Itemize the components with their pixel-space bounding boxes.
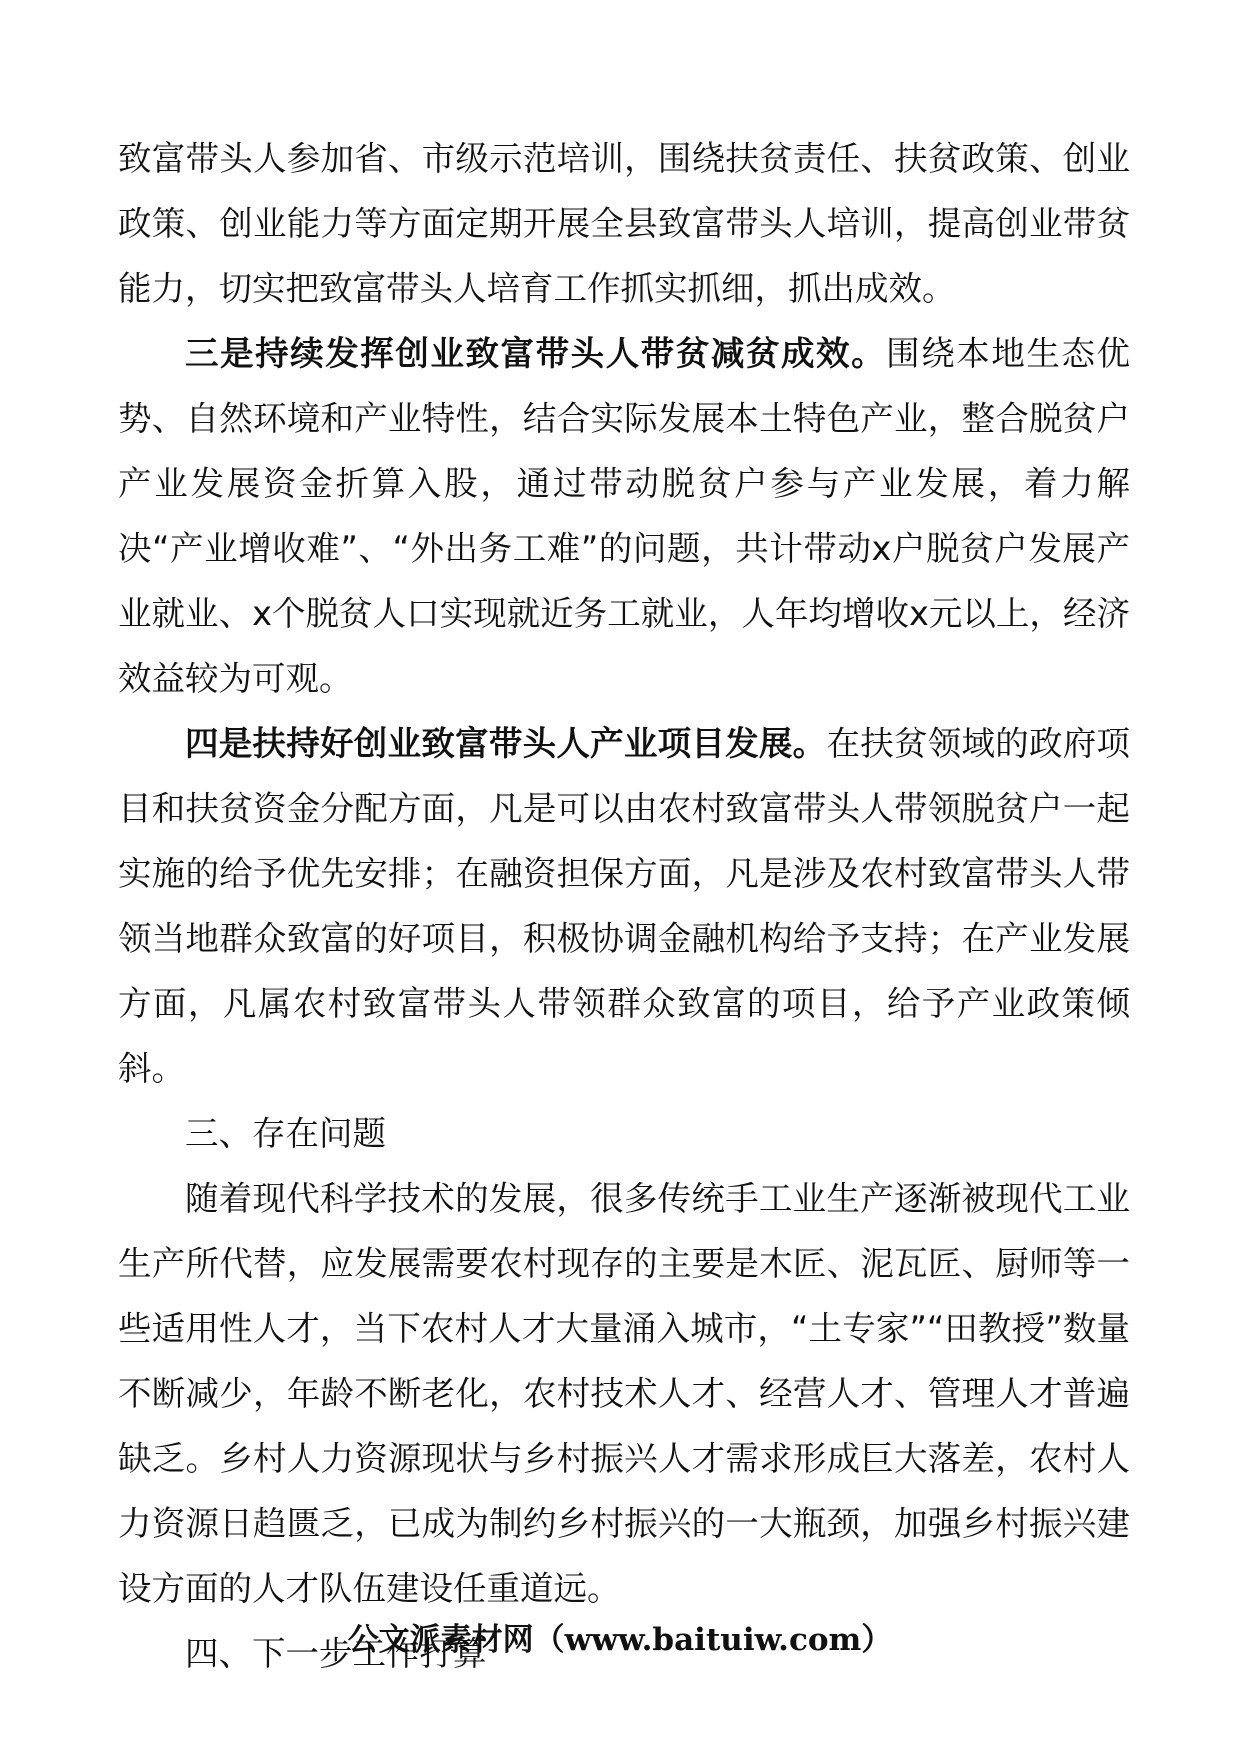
paragraph-point-four: [118, 711, 1130, 1101]
paragraph-continued: [118, 126, 1130, 321]
paragraph-text: 围绕本地生态优势、自然环境和产业特性，结合实际发展本土特色产业，整合脱贫户产业发展资金折算入股，通过带动脱贫户参与产业发展，着力解决“产业增收难”、“外出务工难”的问题，共计带动x户脱贫户发展产业就业、x个脱贫人口实现就近务工就业，人年均增收x元以上，经济效益较为可观。: [118, 334, 1131, 698]
paragraph-lead: 四是扶持好创业致富带头人产业项目发展。: [185, 724, 827, 763]
paragraph-problems: [118, 1166, 1130, 1621]
paragraph-point-three: [118, 321, 1130, 711]
section-heading-problems: [118, 1101, 1130, 1166]
page-footer-watermark: 公文派素材网（www.baituiw.com）: [347, 1622, 893, 1658]
section-heading-text: 四、下一步工作打算: [185, 1634, 487, 1673]
paragraph-text: 在扶贫领域的政府项目和扶贫资金分配方面，凡是可以由农村致富带头人带领脱贫户一起实施的给予优先安排；在融资担保方面，凡是涉及农村致富带头人带领当地群众致富的好项目，积极协调金融机构给予支持；在产业发展方面，凡属农村致富带头人带领群众致富的项目，给予产业政策倾斜。: [118, 724, 1131, 1088]
document-body: [118, 126, 1130, 1686]
paragraph-text: 致富带头人参加省、市级示范培训，围绕扶贫责任、扶贫政策、创业政策、创业能力等方面定期开展全县致富带头人培训，提高创业带贫能力，切实把致富带头人培育工作抓实抓细，抓出成效。: [118, 139, 1130, 308]
paragraph-text: 随着现代科学技术的发展，很多传统手工业生产逐渐被现代工业生产所代替，应发展需要农村现存的主要是木匠、泥瓦匠、厨师等一些适用性人才，当下农村人才大量涌入城市，“土专家”“田教授”数量不断减少，年龄不断老化，农村技术人才、经营人才、管理人才普遍缺乏。乡村人力资源现状与乡村振兴人才需求形成巨大落差，农村人力资源日趋匮乏，已成为制约乡村振兴的一大瓶颈，加强乡村振兴建设方面的人才队伍建设任重道远。: [118, 1179, 1130, 1608]
section-heading-text: 三、存在问题: [185, 1114, 386, 1153]
paragraph-lead: 三是持续发挥创业致富带头人带贫减贫成效。: [185, 334, 887, 373]
